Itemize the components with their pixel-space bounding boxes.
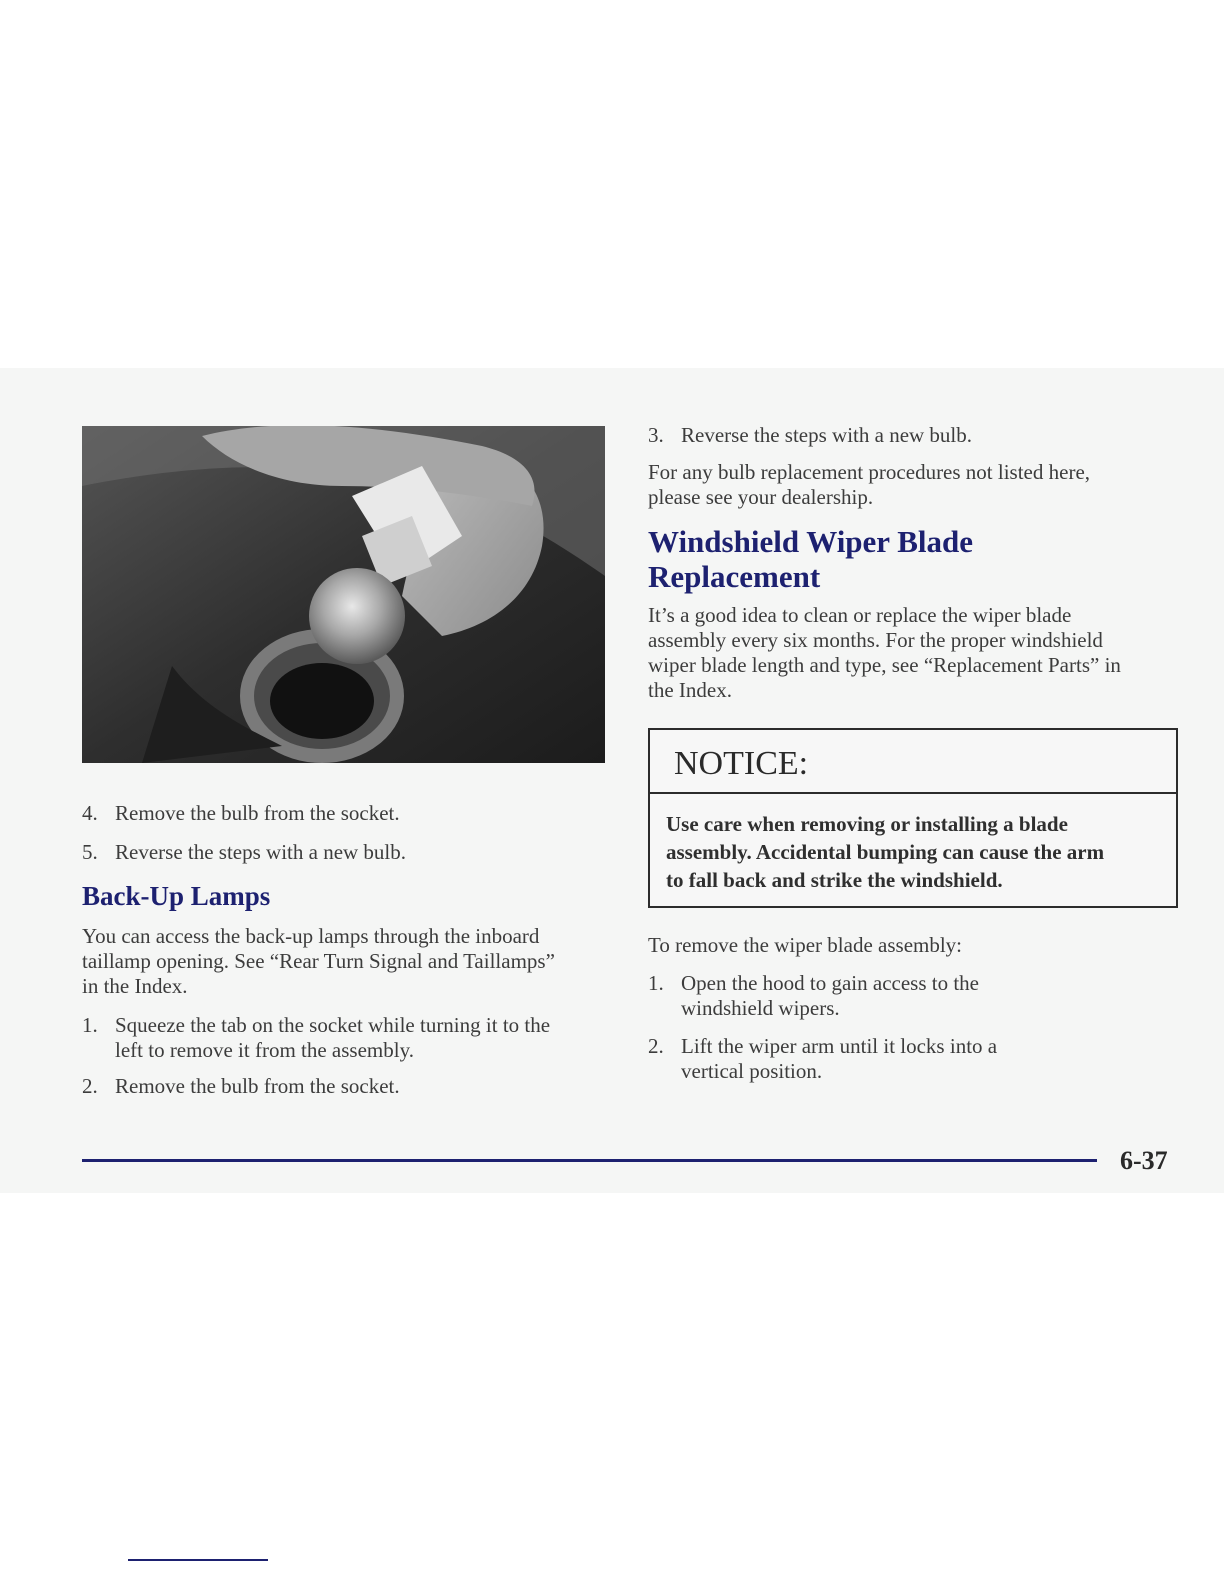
dealership-paragraph xyxy=(648,460,1178,510)
paragraph-line: You can access the back-up lamps through the inboard xyxy=(82,924,540,948)
step-line: windshield wipers. xyxy=(681,996,840,1020)
bulb-photo-illustration xyxy=(82,426,605,763)
step-line: Squeeze the tab on the socket while turning it to the xyxy=(115,1013,551,1037)
step-text xyxy=(681,971,979,1021)
wiper-blade-paragraph xyxy=(648,603,1188,703)
back-up-lamps-paragraph xyxy=(82,924,612,999)
wiper-blade-heading xyxy=(648,524,973,594)
remove-intro: To remove the wiper blade assembly: xyxy=(648,933,963,957)
step-line: Open the hood to gain access to the xyxy=(681,971,979,995)
heading-line: Replacement xyxy=(648,559,821,594)
back-up-lamps-heading: Back-Up Lamps xyxy=(82,881,271,911)
notice-line: Use care when removing or installing a blade xyxy=(666,812,1068,836)
wiper-step-1 xyxy=(648,971,1178,1023)
paragraph-line: in the Index. xyxy=(82,974,188,998)
step-text: Reverse the steps with a new bulb. xyxy=(681,423,973,447)
step-text: Remove the bulb from the socket. xyxy=(115,801,400,825)
step-text xyxy=(115,1013,550,1063)
step-number: 3. xyxy=(648,423,664,447)
step-number: 4. xyxy=(82,801,98,825)
step-3 xyxy=(648,423,1178,449)
step-text: Reverse the steps with a new bulb. xyxy=(115,840,407,864)
backup-step-2 xyxy=(82,1074,612,1100)
step-text: Remove the bulb from the socket. xyxy=(115,1074,400,1098)
step-number: 2. xyxy=(82,1074,98,1098)
paragraph-line: taillamp opening. See “Rear Turn Signal and Taillamps” xyxy=(82,949,555,973)
backup-step-1 xyxy=(82,1013,612,1065)
notice-box xyxy=(648,728,1178,908)
step-number: 2. xyxy=(648,1034,664,1058)
paragraph-line: please see your dealership. xyxy=(648,485,874,509)
step-text xyxy=(681,1034,997,1084)
step-line: left to remove it from the assembly. xyxy=(115,1038,414,1062)
paragraph-line: wiper blade length and type, see “Replacement Parts” in xyxy=(648,653,1121,677)
step-number: 5. xyxy=(82,840,98,864)
paragraph-line: For any bulb replacement procedures not listed here, xyxy=(648,460,1091,484)
step-line: Lift the wiper arm until it locks into a xyxy=(681,1034,998,1058)
step-5 xyxy=(82,840,612,866)
step-line: vertical position. xyxy=(681,1059,823,1083)
wiper-step-2 xyxy=(648,1034,1178,1086)
notice-line: to fall back and strike the windshield. xyxy=(666,868,1003,892)
footer-rule xyxy=(82,1159,1097,1162)
bulb-socket-photo xyxy=(82,426,605,763)
notice-line: assembly. Accidental bumping can cause the arm xyxy=(666,840,1105,864)
notice-message xyxy=(666,810,1166,894)
step-number: 1. xyxy=(82,1013,98,1037)
page-number: 6-37 xyxy=(1120,1146,1168,1175)
notice-header xyxy=(650,730,1176,794)
notice-title: NOTICE: xyxy=(674,745,809,782)
bottom-line xyxy=(128,1559,268,1561)
step-4 xyxy=(82,801,612,827)
paragraph-line: the Index. xyxy=(648,678,732,702)
paragraph-line: It’s a good idea to clean or replace the wiper blade xyxy=(648,603,1072,627)
step-number: 1. xyxy=(648,971,664,995)
paragraph-line: assembly every six months. For the proper windshield xyxy=(648,628,1103,652)
heading-line: Windshield Wiper Blade xyxy=(648,524,974,559)
